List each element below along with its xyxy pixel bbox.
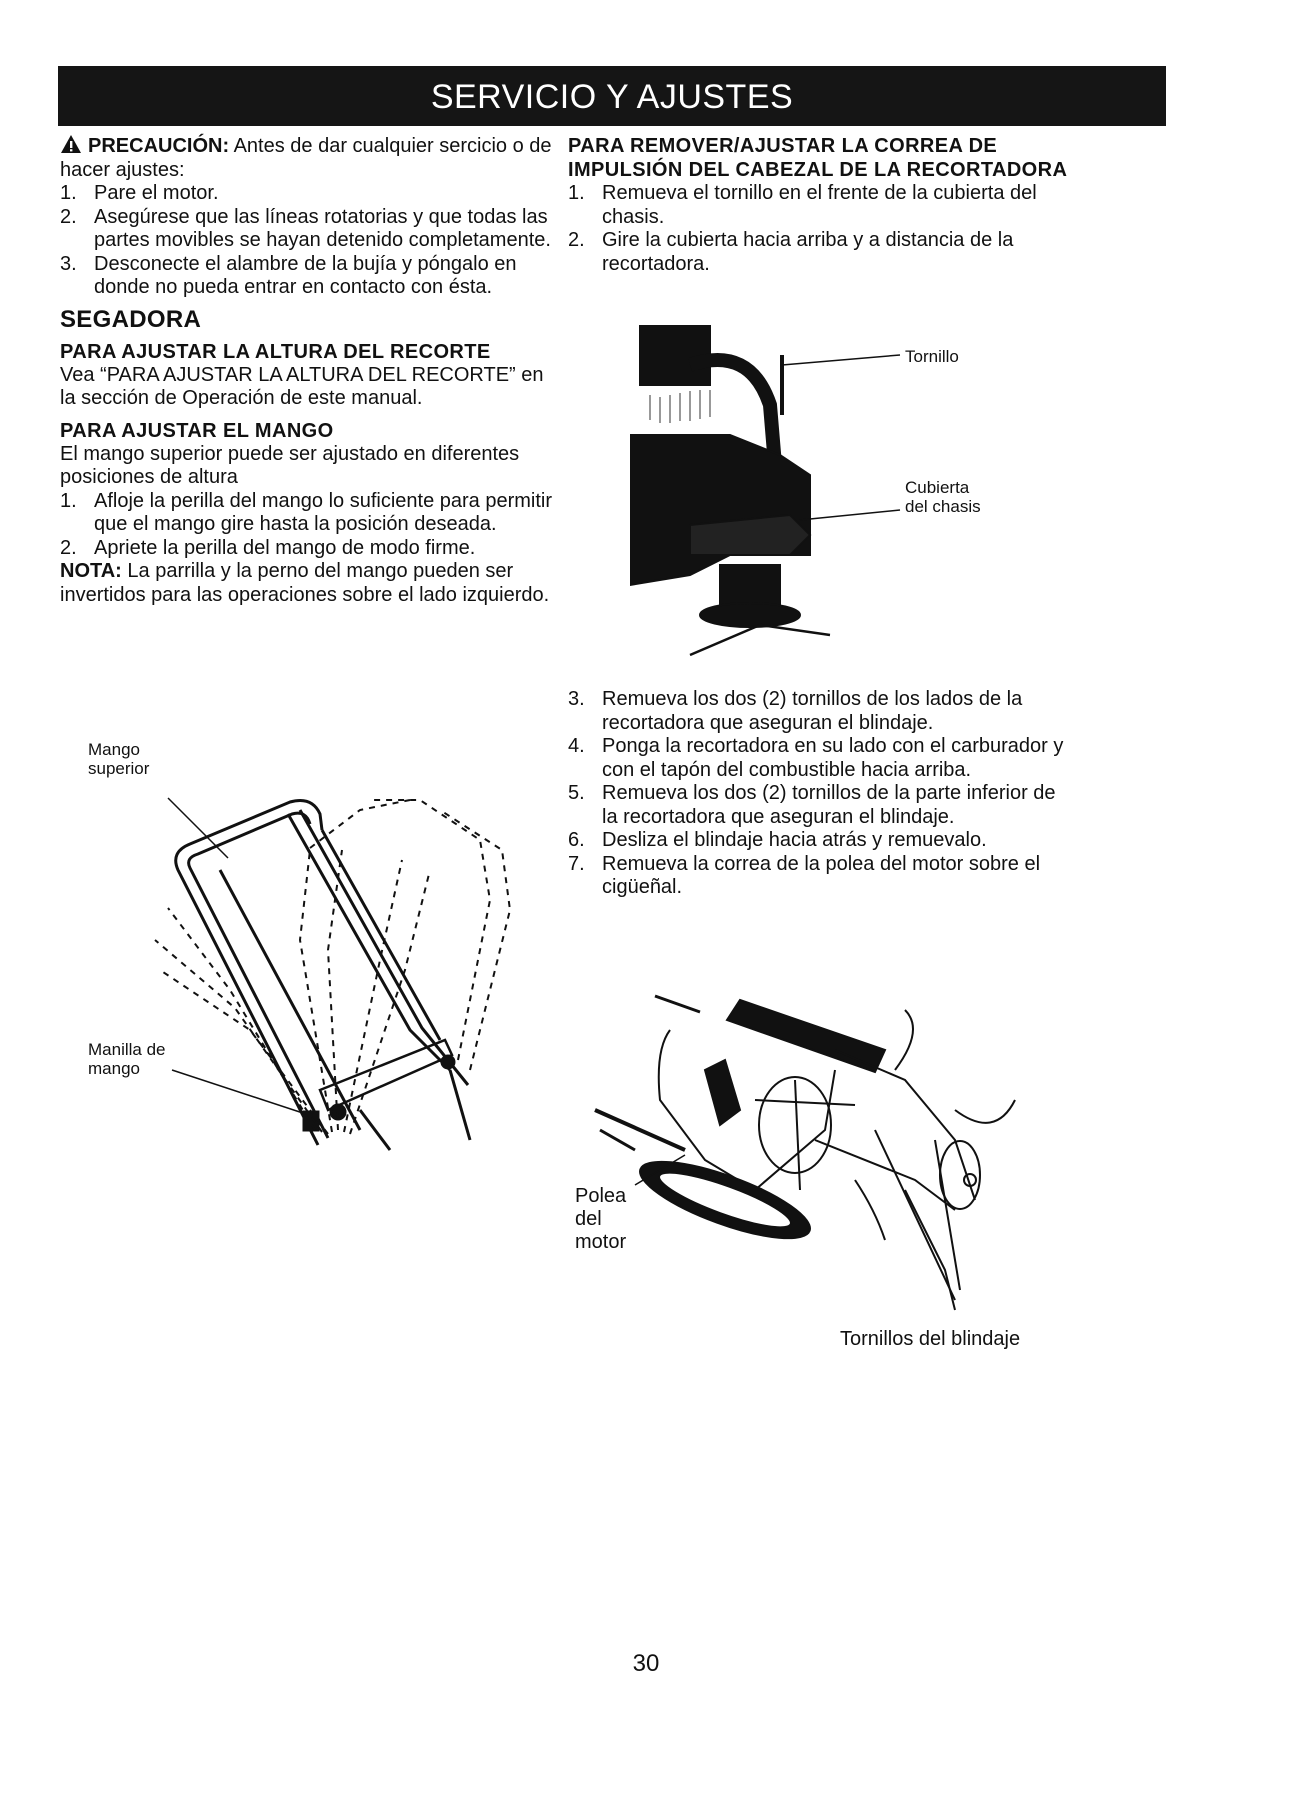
list-item: 3. Desconecte el alambre de la bujía y póngalo en donde no pueda entrar en contacto con ésta.: [60, 252, 517, 298]
recortadora-heading: PARA REMOVER/AJUSTAR LA CORREA DE IMPULSIÓN DEL CABEZAL DE LA RECORTADORA: [568, 135, 1068, 181]
caution-text: Antes de dar cualquier sercicio o de hacer ajustes:: [60, 135, 552, 181]
label-shield-screws: Tornillos del blindaje: [840, 1328, 1021, 1350]
list-item: 2. Apriete la perilla del mango de modo firme.: [60, 536, 476, 559]
mango-text: El mango superior puede ser ajustado en diferentes posiciones de altura: [60, 442, 520, 488]
mango-steps: [60, 490, 560, 561]
list-item: 5. Remueva los dos (2) tornillos de la parte inferior de la recortadora que aseguran el blindaje.: [568, 782, 1056, 828]
recortadora-steps-a: [568, 182, 1068, 276]
caution-steps: [60, 182, 560, 300]
list-item: 3. Remueva los dos (2) tornillos de los lados de la recortadora que aseguran el blindaje.: [568, 688, 1023, 734]
page-number: 30: [632, 1650, 660, 1677]
recortadora-steps-b: [568, 688, 1068, 900]
altura-text: Vea “PARA AJUSTAR LA ALTURA DEL RECORTE” en la sección de Operación de este manual.: [60, 363, 544, 409]
note: NOTA: La parrilla y la perno del mango pueden ser invertidos para las operaciones sobre el lado izquierdo.: [60, 560, 550, 606]
list-item: 1. Afloje la perilla del mango lo suficiente para permitir que el mango gire hasta la posición deseada.: [60, 489, 553, 535]
list-item: 1. Remueva el tornillo en el frente de la cubierta del chasis.: [568, 182, 1037, 228]
label-engine-pulley: Polea del motor: [575, 1185, 627, 1253]
label-handle-knob: Manilla de mango: [88, 1040, 166, 1078]
segadora-heading: SEGADORA: [60, 305, 202, 333]
mango-heading: PARA AJUSTAR EL MANGO: [60, 419, 334, 442]
list-item: 7. Remueva la correa de la polea del motor sobre el cigüeñal.: [568, 852, 1041, 898]
warning-icon: [60, 134, 82, 154]
handle-figure: [60, 740, 560, 1190]
list-item: 4. Ponga la recortadora en su lado con el carburador y con el tapón del combustible hacia arriba.: [568, 735, 1064, 781]
pulley-illustration: [575, 990, 1045, 1350]
caution-label: PRECAUCIÓN:: [88, 135, 230, 157]
caution-intro: [60, 134, 560, 182]
list-item: 6. Desliza el blindaje hacia atrás y remuevalo.: [568, 829, 987, 851]
list-item: 2. Asegúrese que las líneas rotatorias y que todas las partes movibles se hayan detenido completamente.: [60, 205, 551, 251]
label-upper-handle: Mango superior: [88, 740, 150, 778]
right-column: [568, 134, 1068, 276]
left-column: [60, 134, 560, 607]
trimmer-cover-figure: [630, 325, 1030, 665]
page-banner: SERVICIO Y AJUSTES: [58, 66, 1166, 126]
label-chassis-cover: Cubierta del chasis: [905, 478, 981, 516]
recortadora-steps-b-wrapper: [568, 688, 1068, 900]
pulley-figure: [575, 990, 1045, 1350]
list-item: 2. Gire la cubierta hacia arriba y a distancia de la recortadora.: [568, 229, 1014, 275]
list-item: 1. Pare el motor.: [60, 182, 219, 204]
altura-heading: PARA AJUSTAR LA ALTURA DEL RECORTE: [60, 340, 491, 363]
handle-illustration: [60, 740, 560, 1190]
label-screw: Tornillo: [905, 347, 959, 366]
